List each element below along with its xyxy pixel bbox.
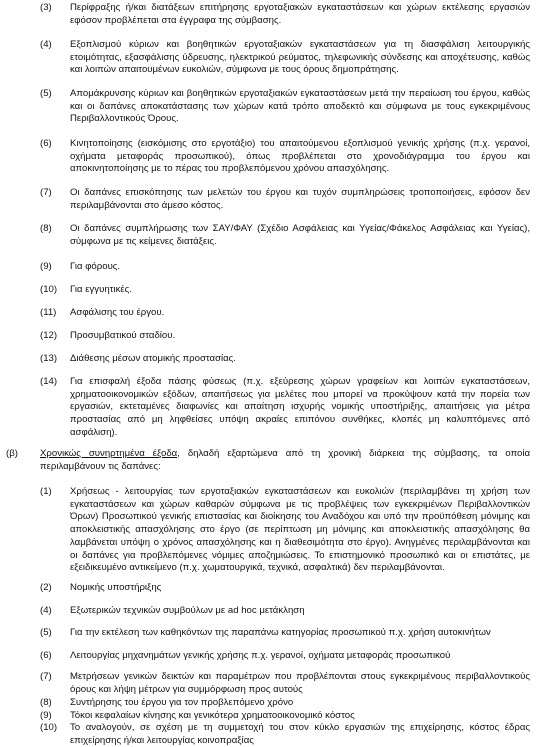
item-text: Προσυμβατικού σταδίου.: [70, 330, 176, 341]
item-text: Χρήσεως - λειτουργίας των εργοταξιακών εγκαταστάσεων και ευκολιών (περιλαμβάνει τη χρήση των εγκαταστάσεων και χώρων καθαρών σύμφωνα με τις προβλέψεις των εγκεκριμένων Περιβαλλοντικών Όρων) Προσωπικού γενικής επιστασίας και διοίκησης του Αναδόχου και υπό την προϋπόθεση μόνιμης και αποκλειστικής απασχόλησης στο έργο (σε περίπτωση μη μόνιμης και αποκλειστικής απασχόλησης θα λαμβάνεται υπόψη ο χρόνος απασχόλησης και η διαθεσιμότητα στο έργο). Ανηγμένες περιλαμβάνονται και οι δαπάνες για προβλεπόμενες νόμιμες αποζημιώσεις. Το επιστημονικό προσωπικό και οι επιστάτες, με εξειδικευμένο αντικείμενο (π.χ. χωματουργικά, τεχνικά, ασφαλτικά) δεν περιλαμβάνονται.: [70, 486, 530, 574]
item-text: Ασφάλισης του έργου.: [70, 307, 165, 318]
item-number: (10): [40, 722, 58, 733]
item-text: Λειτουργίας μηχανημάτων γενικής χρήσης π.χ. γερανοί, οχήματα μεταφοράς προσωπικού: [70, 650, 451, 661]
item-text: Για φόρους.: [70, 261, 121, 272]
item-text: Για εγγυητικές.: [70, 284, 132, 295]
item-number: (10): [40, 284, 58, 295]
item-number: (11): [40, 307, 57, 318]
item-number: (7): [40, 671, 52, 682]
item-text: Τόκοι κεφαλαίων κίνησης και γενικότερα χρηματοοικονομικό κόστος: [70, 710, 355, 721]
item-text: Κινητοποίησης (εισκόμισης στο εργοτάξιο) του απαιτούμενου εξοπλισμού γενικής χρήσης (π.χ. γερανοί, οχήματα μεταφοράς προσωπικού), όπως προβλέπεται στο χρονοδιάγραμμα του έργου και αποκινητοποίησης με το πέρας του προβλεπόμενου χρόνου απασχόλησης.: [70, 138, 530, 175]
item-text: Οι δαπάνες συμπλήρωσης των ΣΑΥ/ΦΑΥ (Σχέδιο Ασφάλειας και Υγείας/Φάκελος Ασφάλειας και Υγείας), σύμφωνα με τις κείμενες διατάξεις.: [70, 223, 530, 247]
item-text: Περίφραξης ή/και διατάξεων επιτήρησης εργοταξιακών εγκαταστάσεων και χώρων εκτέλεσης εργασιών εφόσον προβλέπεται στα έγγραφα της σύμβασης.: [70, 2, 530, 26]
item-text: Για την εκτέλεση των καθηκόντων της παραπάνω κατηγορίας προσωπικού π.χ. χρήση αυτοκινήτων: [70, 627, 491, 638]
item-text: Συντήρησης του έργου για τον προβλεπόμενο χρόνο: [70, 697, 294, 708]
item-text: Διάθεσης μέσων ατομικής προστασίας.: [70, 353, 236, 364]
item-number: (12): [40, 330, 58, 341]
item-number: (4): [40, 605, 52, 616]
item-number: (6): [40, 138, 52, 149]
item-number: (3): [40, 2, 52, 13]
item-text: Εξωτερικών τεχνικών συμβούλων με ad hoc μετάκληση: [70, 605, 305, 616]
item-number: (9): [40, 710, 52, 721]
item-text: Για επισφαλή έξοδα πάσης φύσεως (π.χ. εξεύρεσης χώρων γραφείων και λοιπών εγκαταστάσεων, χρηματοοικονομικών εξόδων, απαιτήσεως για μελέτες που μπορεί να προκύψουν κατά την πορεία των εργασιών, εκτεταμένες διαφωνίες και απαίτηση ισχυρής νομικής υποστήριξης, απαιτήσεις για μέτρα προστασίας από μη λ​ηφθείσες υπόψη ακραίες επιπόνου συνθήκες, κλοπές μη καλυπτόμενες από ασφάλιση).: [70, 376, 530, 438]
section-intro-text: , δηλαδή εξαρτώμενα από τη χρονική διάρκεια της σύμβασης, τα οποία περιλαμβάνουν τις δαπάνες:: [40, 448, 530, 472]
item-text: Το αναλογούν, σε σχέση με τη συμμετοχή του στον κύκλο εργασιών της επιχείρησης, κόστος έδρας επιχείρησης ή/και λειτουργίας κοινοπραξίας: [70, 722, 530, 746]
item-text: Νομικής υποστήριξης: [70, 582, 162, 593]
item-number: (8): [40, 223, 52, 234]
section-label: (β): [6, 448, 18, 459]
item-number: (8): [40, 697, 52, 708]
item-number: (2): [40, 582, 52, 593]
section-title: Χρονικώς συνηρτημένα έξοδα: [40, 448, 178, 459]
item-text: Μετρήσεων γενικών δεικτών και παραμέτρων που προβλέπονται στους εγκεκριμένους περιβαλλοντικούς όρους και λήψη μέτρων για συμμόρφωση προς αυτούς: [70, 671, 530, 695]
item-number: (5): [40, 627, 52, 638]
item-number: (9): [40, 261, 52, 272]
item-number: (13): [40, 353, 58, 364]
item-number: (1): [40, 486, 52, 497]
item-text: Απομάκρυνσης κύριων και βοηθητικών εργοταξιακών εγκαταστάσεων μετά την περαίωση του έργου, καθώς και οι δαπάνες αποκατάστασης των χώρων κατά τρόπο αποδεκτό και σύμφωνα με τους εγκεκριμένους Περιβαλλοντικούς Όρους.: [70, 88, 530, 125]
item-number: (6): [40, 650, 52, 661]
item-text: Οι δαπάνες επισκόπησης των μελετών του έργου και τυχόν συμπληρώσεις τροποποιήσεις, εφόσον δεν περιλαμβάνονται στο άμεσο κόστος.: [70, 187, 530, 211]
item-text: Εξοπλισμού κύριων και βοηθητικών εργοταξιακών εγκαταστάσεων για τη διασφάλιση λειτουργικής ετοιμότητας, εξασφάλισης ύδρευσης, ηλεκτρικού ρεύματος, τηλεφωνικής σύνδεσης και αποχέτευσης, καθώς και λοιπών απαιτουμένων ευκολιών, σύμφωνα με τους όρους δημοπράτησης.: [70, 39, 530, 76]
item-number: (14): [40, 376, 58, 387]
item-number: (4): [40, 39, 52, 50]
item-number: (7): [40, 187, 52, 198]
item-number: (5): [40, 88, 52, 99]
section-intro: [40, 448, 530, 473]
